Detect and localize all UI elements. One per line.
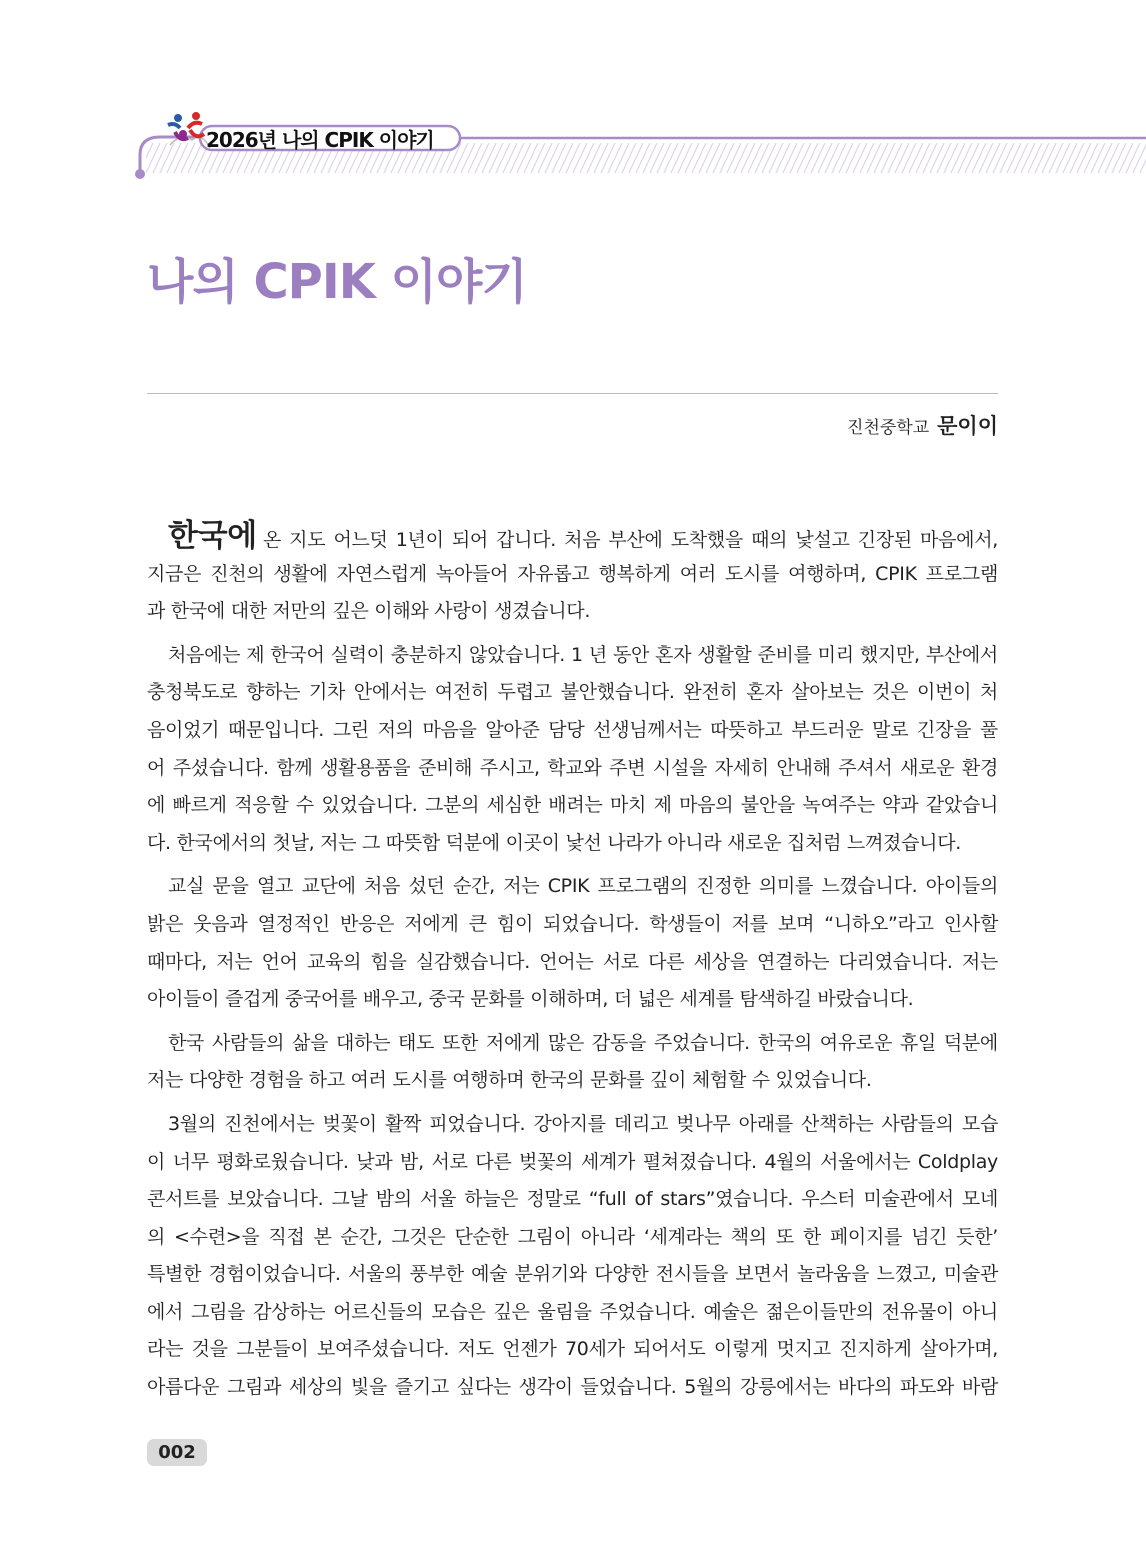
paragraph — [147, 1025, 998, 1100]
series-title: 2026년 나의 CPIK 이야기 — [206, 128, 434, 152]
text-line — [147, 750, 998, 788]
line-text: 과 한국에 대한 저만의 깊은 이해와 사랑이 생겼습니다. — [147, 600, 591, 623]
line-text: 이 너무 평화로웠습니다. 낮과 밤, 서로 다른 벚꽃의 세계가 펼쳐졌습니다. 4월의 서울에서는 Coldplay — [147, 1150, 998, 1173]
line-text: 충청북도로 향하는 기차 안에서는 여전히 두렵고 불안했습니다. 완전히 혼자 살아보는 것은 이번이 처 — [147, 681, 998, 704]
line-text: 처음에는 제 한국어 실력이 충분하지 않았습니다. 1 년 동안 혼자 생활할 준비를 미리 했지만, 부산에서 — [168, 643, 998, 666]
line-text: 때마다, 저는 언어 교육의 힘을 실감했습니다. 언어는 서로 다른 세상을 연결하는 다리였습니다. 저는 — [147, 950, 998, 973]
text-line — [147, 712, 998, 750]
text-line — [147, 1294, 998, 1332]
text-line — [147, 1331, 998, 1369]
text-line — [147, 944, 998, 982]
line-text: 저는 다양한 경험을 하고 여러 도시를 여행하며 한국의 문화를 깊이 체험할 수 있었습니다. — [147, 1069, 872, 1092]
line-text: 교실 문을 열고 교단에 처음 섰던 순간, 저는 CPIK 프로그램의 진정한 의미를 느꼈습니다. 아이들의 — [168, 875, 998, 898]
line-text: 3월의 진천에서는 벚꽃이 활짝 피었습니다. 강아지를 데리고 벚나무 아래를 산책하는 사람들의 모습 — [168, 1112, 998, 1135]
text-line — [147, 787, 998, 825]
text-line — [147, 674, 998, 712]
paragraph — [147, 868, 998, 1018]
drop-word: 한국에 — [168, 518, 257, 554]
article-body — [147, 518, 998, 1413]
text-line — [147, 1219, 998, 1257]
line-text: 어 주셨습니다. 함께 생활용품을 준비해 주시고, 학교와 주변 시설을 자세히 안내해 주셔서 새로운 환경 — [147, 756, 998, 779]
line-text: 아름다운 그림과 세상의 빛을 즐기고 싶다는 생각이 들었습니다. 5월의 강릉에서는 바다의 파도와 바람 — [147, 1376, 998, 1399]
line-text: 한국 사람들의 삶을 대하는 태도 또한 저에게 많은 감동을 주었습니다. 한국의 여유로운 휴일 덕분에 — [168, 1031, 998, 1054]
author-name: 문이이 — [937, 414, 998, 438]
paragraph — [147, 1106, 998, 1407]
line-text: 음이었기 때문입니다. 그린 저의 마음을 알아준 담당 선생님께서는 따뜻하고 부드러운 말로 긴장을 풀 — [147, 718, 998, 741]
line-text: 아이들이 즐겁게 중국어를 배우고, 중국 문화를 이해하며, 더 넓은 세계를 탐색하길 바랐습니다. — [147, 988, 914, 1011]
text-line — [147, 1025, 998, 1063]
line-text: 라는 것을 그분들이 보여주셨습니다. 저도 언젠가 70세가 되어서도 이렇게 멋지고 진지하게 살아가며, — [147, 1338, 998, 1361]
author-school: 진천중학교 — [847, 418, 930, 438]
text-line — [147, 906, 998, 944]
line-text: 밝은 웃음과 열정적인 반응은 저에게 큰 힘이 되었습니다. 학생들이 저를 보며 “니하오”라고 인사할 — [147, 912, 998, 935]
text-line — [147, 518, 998, 556]
line-text: 에 빠르게 적응할 수 있었습니다. 그분의 세심한 배려는 마치 제 마음의 불안을 녹여주는 약과 같았습니 — [147, 794, 998, 817]
cpik-logo-icon — [168, 112, 204, 139]
text-line — [147, 1181, 998, 1219]
line-text: 콘서트를 보았습니다. 그날 밤의 서울 하늘은 정말로 “full of stars”였습니다. 우스터 미술관에서 모네 — [147, 1188, 998, 1211]
text-line — [147, 825, 998, 863]
line-text: 에서 그림을 감상하는 어르신들의 모습은 깊은 울림을 주었습니다. 예술은 젊은이들만의 전유물이 아니 — [147, 1300, 998, 1323]
line-text: 특별한 경험이었습니다. 서울의 풍부한 예술 분위기와 다양한 전시들을 보면서 놀라움을 느꼈고, 미술관 — [147, 1263, 998, 1286]
text-line — [147, 593, 998, 631]
text-line — [147, 1144, 998, 1182]
divider — [147, 393, 998, 394]
line-text: 지금은 진천의 생활에 자연스럽게 녹아들어 자유롭고 행복하게 여러 도시를 여행하며, CPIK 프로그램 — [147, 562, 998, 585]
author-line — [847, 410, 998, 440]
text-line — [147, 1106, 998, 1144]
text-line — [147, 1062, 998, 1100]
text-line — [147, 868, 998, 906]
text-line — [147, 1256, 998, 1294]
line-text: 의 <수련>을 직접 본 순간, 그것은 단순한 그림이 아니라 ‘세계라는 책의 또 한 페이지를 넘긴 듯한’ — [147, 1225, 998, 1248]
paragraph — [147, 518, 998, 631]
series-header — [130, 100, 1146, 190]
line-text: 온 지도 어느덧 1년이 되어 갑니다. 처음 부산에 도착했을 때의 낯설고 긴장된 마음에서, — [262, 529, 998, 551]
text-line — [147, 1369, 998, 1407]
page-number: 002 — [147, 1439, 207, 1466]
page-title: 나의 CPIK 이야기 — [147, 254, 527, 310]
paragraph — [147, 637, 998, 863]
text-line — [147, 981, 998, 1019]
line-text: 다. 한국에서의 첫날, 저는 그 따뜻함 덕분에 이곳이 낯선 나라가 아니라 새로운 집처럼 느껴졌습니다. — [147, 831, 961, 854]
text-line — [147, 556, 998, 594]
text-line — [147, 637, 998, 675]
